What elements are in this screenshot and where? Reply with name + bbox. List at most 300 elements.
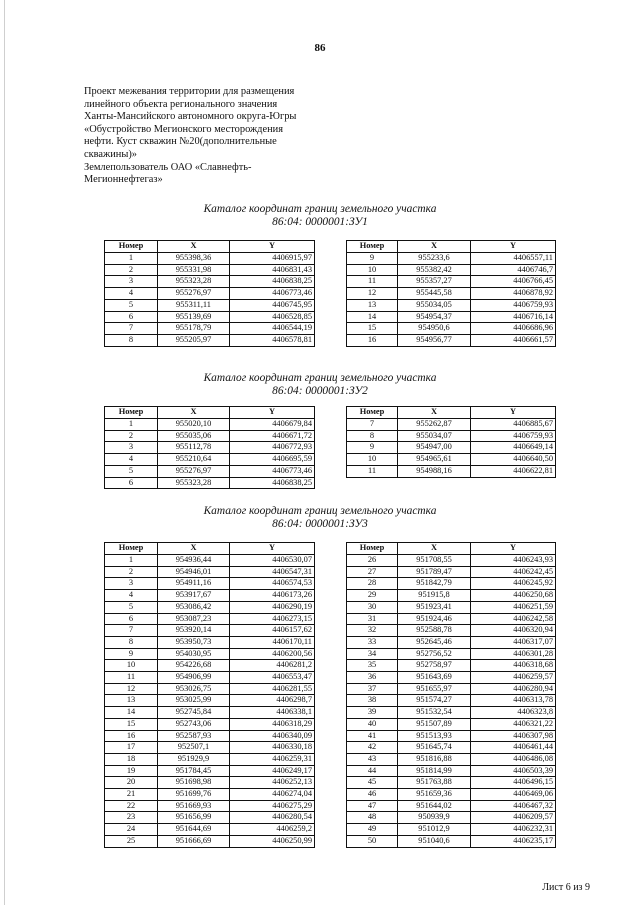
- point-number: 4: [105, 590, 158, 602]
- coordinate-x: 951784,45: [158, 765, 230, 777]
- point-number: 16: [347, 334, 398, 346]
- point-number: 16: [105, 730, 158, 742]
- point-number: 18: [105, 753, 158, 765]
- coordinate-x: 952588,78: [398, 625, 471, 637]
- coordinate-x: 955323,28: [158, 276, 230, 288]
- coordinate-x: 951513,93: [398, 730, 471, 742]
- coordinate-x: 954988,16: [398, 465, 471, 477]
- coordinates-table-zu2-right: [346, 406, 556, 478]
- coordinate-x: 952743,06: [158, 718, 230, 730]
- coordinate-x: 951507,89: [398, 718, 471, 730]
- point-number: 29: [347, 590, 398, 602]
- coordinate-x: 954947,00: [398, 442, 471, 454]
- table-row: [105, 465, 315, 477]
- coordinate-y: 4406547,31: [230, 566, 315, 578]
- coordinate-y: 4406232,31: [471, 824, 556, 836]
- table-row: [105, 800, 315, 812]
- coordinate-y: 4406251,59: [471, 601, 556, 613]
- coordinate-x: 951532,54: [398, 707, 471, 719]
- point-number: 7: [105, 625, 158, 637]
- table-row: [347, 323, 556, 335]
- table-row: [347, 683, 556, 695]
- table-row: [105, 730, 315, 742]
- coordinate-x: 951040,6: [398, 835, 471, 847]
- coordinate-x: 952758,97: [398, 660, 471, 672]
- coordinate-y: 4406503,39: [471, 765, 556, 777]
- point-number: 34: [347, 648, 398, 660]
- point-number: 41: [347, 730, 398, 742]
- coordinate-y: 4406461,44: [471, 742, 556, 754]
- header-y: Y: [230, 543, 315, 555]
- coordinate-y: 4406340,09: [230, 730, 315, 742]
- table-row: [347, 276, 556, 288]
- table-row: [347, 742, 556, 754]
- point-number: 45: [347, 777, 398, 789]
- coordinate-y: 4406661,57: [471, 334, 556, 346]
- coordinate-x: 951012,9: [398, 824, 471, 836]
- point-number: 12: [347, 288, 398, 300]
- table-row: [347, 672, 556, 684]
- coordinate-x: 954226,68: [158, 660, 230, 672]
- coordinate-y: 4406280,54: [230, 812, 315, 824]
- table-row: [347, 753, 556, 765]
- coordinate-y: 4406671,72: [230, 430, 315, 442]
- point-number: 48: [347, 812, 398, 824]
- point-number: 10: [347, 264, 398, 276]
- coordinate-x: 955331,98: [158, 264, 230, 276]
- coordinate-y: 4406318,29: [230, 718, 315, 730]
- table-row: [347, 566, 556, 578]
- header-x: X: [158, 407, 230, 419]
- point-number: 8: [105, 334, 158, 346]
- point-number: 21: [105, 789, 158, 801]
- table-row: [105, 718, 315, 730]
- coordinates-table-zu3-right: [346, 542, 556, 848]
- coordinate-y: 4406273,15: [230, 613, 315, 625]
- point-number: 1: [105, 555, 158, 567]
- sheet-counter: Лист 6 из 9: [542, 882, 590, 893]
- point-number: 6: [105, 311, 158, 323]
- coordinate-x: 951698,98: [158, 777, 230, 789]
- table-row: [105, 264, 315, 276]
- coordinate-y: 4406469,06: [471, 789, 556, 801]
- coordinate-x: 954965,61: [398, 454, 471, 466]
- coordinate-y: 4406318,68: [471, 660, 556, 672]
- table-row: [105, 454, 315, 466]
- table-header-row: [347, 241, 556, 253]
- header-x: X: [398, 407, 471, 419]
- coordinate-y: 4406281,2: [230, 660, 315, 672]
- coordinate-x: 951814,99: [398, 765, 471, 777]
- catalog-title-zu1: [0, 203, 640, 229]
- coordinate-y: 4406274,04: [230, 789, 315, 801]
- coordinate-x: 951655,97: [398, 683, 471, 695]
- point-number: 38: [347, 695, 398, 707]
- point-number: 4: [105, 288, 158, 300]
- table-row: [347, 454, 556, 466]
- table-row: [105, 789, 315, 801]
- point-number: 46: [347, 789, 398, 801]
- table-row: [347, 695, 556, 707]
- header-y: Y: [471, 407, 556, 419]
- header-line: «Обустройство Мегионского месторождения: [84, 123, 283, 135]
- coordinate-y: 4406838,25: [230, 477, 315, 489]
- coordinate-y: 4406773,46: [230, 288, 315, 300]
- point-number: 28: [347, 578, 398, 590]
- table-row: [105, 442, 315, 454]
- coordinate-y: 4406553,47: [230, 672, 315, 684]
- point-number: 10: [347, 454, 398, 466]
- table-row: [105, 824, 315, 836]
- coordinate-y: 4406716,14: [471, 311, 556, 323]
- coordinate-y: 4406885,67: [471, 419, 556, 431]
- coordinate-x: 951842,79: [398, 578, 471, 590]
- table-row: [105, 288, 315, 300]
- coordinate-y: 4406745,95: [230, 299, 315, 311]
- table-row: [347, 835, 556, 847]
- coordinate-y: 4406496,15: [471, 777, 556, 789]
- coordinate-y: 4406649,14: [471, 442, 556, 454]
- catalog-title-zu3: [0, 505, 640, 531]
- coordinate-x: 950939,9: [398, 812, 471, 824]
- table-row: [105, 555, 315, 567]
- coordinate-y: 4406530,07: [230, 555, 315, 567]
- point-number: 13: [347, 299, 398, 311]
- coordinate-y: 4406759,93: [471, 430, 556, 442]
- table-row: [105, 812, 315, 824]
- coordinate-x: 955382,42: [398, 264, 471, 276]
- point-number: 26: [347, 555, 398, 567]
- header-number: Номер: [105, 241, 158, 253]
- coordinate-x: 951666,69: [158, 835, 230, 847]
- point-number: 9: [105, 648, 158, 660]
- coordinate-y: 4406242,58: [471, 613, 556, 625]
- header-line: Проект межевания территории для размещения: [84, 86, 295, 97]
- header-y: Y: [230, 407, 315, 419]
- coordinate-y: 4406686,96: [471, 323, 556, 335]
- coordinate-x: 951708,55: [398, 555, 471, 567]
- coordinates-table-zu3-left: [104, 542, 315, 848]
- coordinate-x: 952507,1: [158, 742, 230, 754]
- header-number: Номер: [347, 543, 398, 555]
- coordinate-y: 4406301,28: [471, 648, 556, 660]
- point-number: 44: [347, 765, 398, 777]
- table-row: [347, 707, 556, 719]
- table-row: [105, 590, 315, 602]
- coordinate-x: 951929,9: [158, 753, 230, 765]
- header-y: Y: [471, 543, 556, 555]
- table-row: [347, 334, 556, 346]
- point-number: 36: [347, 672, 398, 684]
- point-number: 11: [105, 672, 158, 684]
- coordinates-table-zu2-left: [104, 406, 315, 489]
- coordinate-y: 4406578,81: [230, 334, 315, 346]
- coordinate-x: 954906,99: [158, 672, 230, 684]
- table-row: [105, 299, 315, 311]
- coordinate-y: 4406321,22: [471, 718, 556, 730]
- coordinate-x: 954950,6: [398, 323, 471, 335]
- coordinate-x: 953026,75: [158, 683, 230, 695]
- point-number: 2: [105, 264, 158, 276]
- point-number: 17: [105, 742, 158, 754]
- coordinate-y: 4406878,92: [471, 288, 556, 300]
- catalog-title-line: Каталог координат границ земельного участка: [203, 203, 437, 215]
- table-row: [347, 824, 556, 836]
- table-header-row: [105, 241, 315, 253]
- table-row: [105, 601, 315, 613]
- point-number: 14: [347, 311, 398, 323]
- coordinate-x: 955357,27: [398, 276, 471, 288]
- page-number: 86: [314, 42, 326, 54]
- coordinate-x: 952587,93: [158, 730, 230, 742]
- point-number: 40: [347, 718, 398, 730]
- coordinate-x: 955139,69: [158, 311, 230, 323]
- table-header-row: [105, 407, 315, 419]
- coordinate-x: 951656,99: [158, 812, 230, 824]
- table-row: [347, 812, 556, 824]
- point-number: 25: [105, 835, 158, 847]
- coordinate-x: 951574,27: [398, 695, 471, 707]
- header-line: Землепользователь ОАО «Славнефть-: [84, 161, 252, 173]
- coordinate-x: 955035,06: [158, 430, 230, 442]
- coordinate-y: 4406320,94: [471, 625, 556, 637]
- coordinate-x: 955034,07: [398, 430, 471, 442]
- table-header-row: [347, 407, 556, 419]
- coordinate-y: 4406252,13: [230, 777, 315, 789]
- coordinate-y: 4406838,25: [230, 276, 315, 288]
- coordinate-x: 953950,73: [158, 636, 230, 648]
- table-row: [105, 566, 315, 578]
- point-number: 42: [347, 742, 398, 754]
- coordinate-y: 4406574,53: [230, 578, 315, 590]
- header-number: Номер: [105, 543, 158, 555]
- coordinate-y: 4406173,26: [230, 590, 315, 602]
- point-number: 22: [105, 800, 158, 812]
- point-number: 9: [347, 253, 398, 265]
- coordinate-y: 4406157,62: [230, 625, 315, 637]
- coordinate-y: 4406773,46: [230, 465, 315, 477]
- table-row: [105, 253, 315, 265]
- coordinate-x: 955276,97: [158, 288, 230, 300]
- coordinate-y: 4406235,17: [471, 835, 556, 847]
- header-line: скважины)»: [84, 148, 137, 160]
- coordinate-x: 955034,05: [398, 299, 471, 311]
- coordinate-x: 951915,8: [398, 590, 471, 602]
- point-number: 33: [347, 636, 398, 648]
- point-number: 32: [347, 625, 398, 637]
- table-row: [105, 672, 315, 684]
- point-number: 47: [347, 800, 398, 812]
- coordinate-x: 954911,16: [158, 578, 230, 590]
- coordinate-x: 951699,76: [158, 789, 230, 801]
- point-number: 8: [105, 636, 158, 648]
- table-row: [105, 742, 315, 754]
- point-number: 1: [105, 253, 158, 265]
- coordinate-y: 4406209,57: [471, 812, 556, 824]
- coordinate-y: 4406766,45: [471, 276, 556, 288]
- coordinate-y: 4406915,97: [230, 253, 315, 265]
- coordinate-y: 4406170,11: [230, 636, 315, 648]
- point-number: 50: [347, 835, 398, 847]
- point-number: 15: [347, 323, 398, 335]
- coordinate-x: 955233,6: [398, 253, 471, 265]
- table-row: [347, 601, 556, 613]
- point-number: 43: [347, 753, 398, 765]
- coordinate-x: 954030,95: [158, 648, 230, 660]
- coordinate-y: 4406313,78: [471, 695, 556, 707]
- header-x: X: [158, 543, 230, 555]
- coordinate-x: 955178,79: [158, 323, 230, 335]
- point-number: 15: [105, 718, 158, 730]
- table-row: [105, 660, 315, 672]
- coordinate-y: 4406250,99: [230, 835, 315, 847]
- coordinate-x: 954954,37: [398, 311, 471, 323]
- coordinate-x: 955205,97: [158, 334, 230, 346]
- table-row: [105, 648, 315, 660]
- point-number: 19: [105, 765, 158, 777]
- table-row: [347, 288, 556, 300]
- coordinate-y: 4406259,2: [230, 824, 315, 836]
- coordinate-x: 951644,69: [158, 824, 230, 836]
- table-row: [105, 311, 315, 323]
- coordinate-x: 953920,14: [158, 625, 230, 637]
- table-row: [347, 430, 556, 442]
- table-row: [347, 730, 556, 742]
- coordinate-y: 4406467,32: [471, 800, 556, 812]
- catalog-title-line: Каталог координат границ земельного участка: [203, 372, 437, 384]
- point-number: 14: [105, 707, 158, 719]
- point-number: 3: [105, 276, 158, 288]
- coordinate-x: 955210,64: [158, 454, 230, 466]
- table-row: [105, 276, 315, 288]
- coordinate-y: 4406323,8: [471, 707, 556, 719]
- coordinate-y: 4406317,07: [471, 636, 556, 648]
- coordinate-y: 4406544,19: [230, 323, 315, 335]
- coordinate-y: 4406640,50: [471, 454, 556, 466]
- coordinate-x: 955276,97: [158, 465, 230, 477]
- table-row: [347, 660, 556, 672]
- coordinate-x: 951644,02: [398, 800, 471, 812]
- table-row: [105, 835, 315, 847]
- catalog-cadastral-number: 86:04: 0000001:ЗУ1: [272, 216, 368, 228]
- table-row: [105, 477, 315, 489]
- coordinate-x: 951816,88: [398, 753, 471, 765]
- point-number: 35: [347, 660, 398, 672]
- coordinate-y: 4406290,19: [230, 601, 315, 613]
- table-row: [105, 419, 315, 431]
- table-row: [347, 264, 556, 276]
- coordinate-y: 4406695,59: [230, 454, 315, 466]
- coordinate-y: 4406259,57: [471, 672, 556, 684]
- coordinates-table-zu1-right: [346, 240, 556, 347]
- coordinate-x: 952645,46: [398, 636, 471, 648]
- coordinate-x: 952756,52: [398, 648, 471, 660]
- table-row: [347, 789, 556, 801]
- header-x: X: [158, 241, 230, 253]
- catalog-cadastral-number: 86:04: 0000001:ЗУ3: [272, 518, 368, 530]
- coordinate-y: 4406200,56: [230, 648, 315, 660]
- coordinate-x: 951645,74: [398, 742, 471, 754]
- point-number: 11: [347, 276, 398, 288]
- coordinate-y: 4406679,84: [230, 419, 315, 431]
- table-row: [105, 695, 315, 707]
- coordinate-x: 951659,36: [398, 789, 471, 801]
- table-header-row: [347, 543, 556, 555]
- point-number: 1: [105, 419, 158, 431]
- point-number: 24: [105, 824, 158, 836]
- table-row: [105, 777, 315, 789]
- catalog-title-line: Каталог координат границ земельного участка: [203, 505, 437, 517]
- point-number: 30: [347, 601, 398, 613]
- point-number: 6: [105, 477, 158, 489]
- coordinate-x: 952745,84: [158, 707, 230, 719]
- header-line: Ханты-Мансийского автономного округа-Югры: [84, 111, 297, 123]
- coordinate-y: 4406622,81: [471, 465, 556, 477]
- point-number: 11: [347, 465, 398, 477]
- coordinate-y: 4406330,18: [230, 742, 315, 754]
- coordinate-y: 4406528,85: [230, 311, 315, 323]
- table-row: [105, 636, 315, 648]
- table-row: [347, 625, 556, 637]
- catalog-cadastral-number: 86:04: 0000001:ЗУ2: [272, 385, 368, 397]
- table-row: [105, 323, 315, 335]
- point-number: 39: [347, 707, 398, 719]
- point-number: 12: [105, 683, 158, 695]
- header-number: Номер: [347, 407, 398, 419]
- point-number: 5: [105, 465, 158, 477]
- point-number: 2: [105, 430, 158, 442]
- table-row: [105, 578, 315, 590]
- table-row: [347, 578, 556, 590]
- project-header: [84, 86, 344, 187]
- table-row: [105, 683, 315, 695]
- point-number: 13: [105, 695, 158, 707]
- coordinate-x: 953025,99: [158, 695, 230, 707]
- table-row: [347, 636, 556, 648]
- coordinate-x: 951789,47: [398, 566, 471, 578]
- coordinate-x: 955311,11: [158, 299, 230, 311]
- point-number: 49: [347, 824, 398, 836]
- point-number: 20: [105, 777, 158, 789]
- header-x: X: [398, 241, 471, 253]
- header-line: Мегионнефтегаз»: [84, 174, 163, 186]
- coordinate-y: 4406250,68: [471, 590, 556, 602]
- coordinate-y: 4406307,98: [471, 730, 556, 742]
- coordinate-y: 4406772,93: [230, 442, 315, 454]
- coordinate-y: 4406557,11: [471, 253, 556, 265]
- scan-edge-line: [4, 0, 5, 905]
- coordinate-x: 954946,01: [158, 566, 230, 578]
- table-row: [347, 299, 556, 311]
- coordinate-x: 951669,93: [158, 800, 230, 812]
- table-row: [347, 590, 556, 602]
- table-row: [347, 442, 556, 454]
- coordinate-y: 4406338,1: [230, 707, 315, 719]
- header-x: X: [398, 543, 471, 555]
- header-line: линейного объекта регионального значения: [84, 98, 278, 110]
- point-number: 10: [105, 660, 158, 672]
- point-number: 6: [105, 613, 158, 625]
- coordinate-x: 954956,77: [398, 334, 471, 346]
- coordinate-x: 953087,23: [158, 613, 230, 625]
- table-row: [347, 253, 556, 265]
- coordinate-y: 4406746,7: [471, 264, 556, 276]
- catalog-title-zu2: [0, 372, 640, 398]
- header-line: нефти. Куст скважин №20(дополнительные: [84, 136, 277, 148]
- coordinate-y: 4406243,93: [471, 555, 556, 567]
- table-row: [105, 625, 315, 637]
- table-row: [105, 430, 315, 442]
